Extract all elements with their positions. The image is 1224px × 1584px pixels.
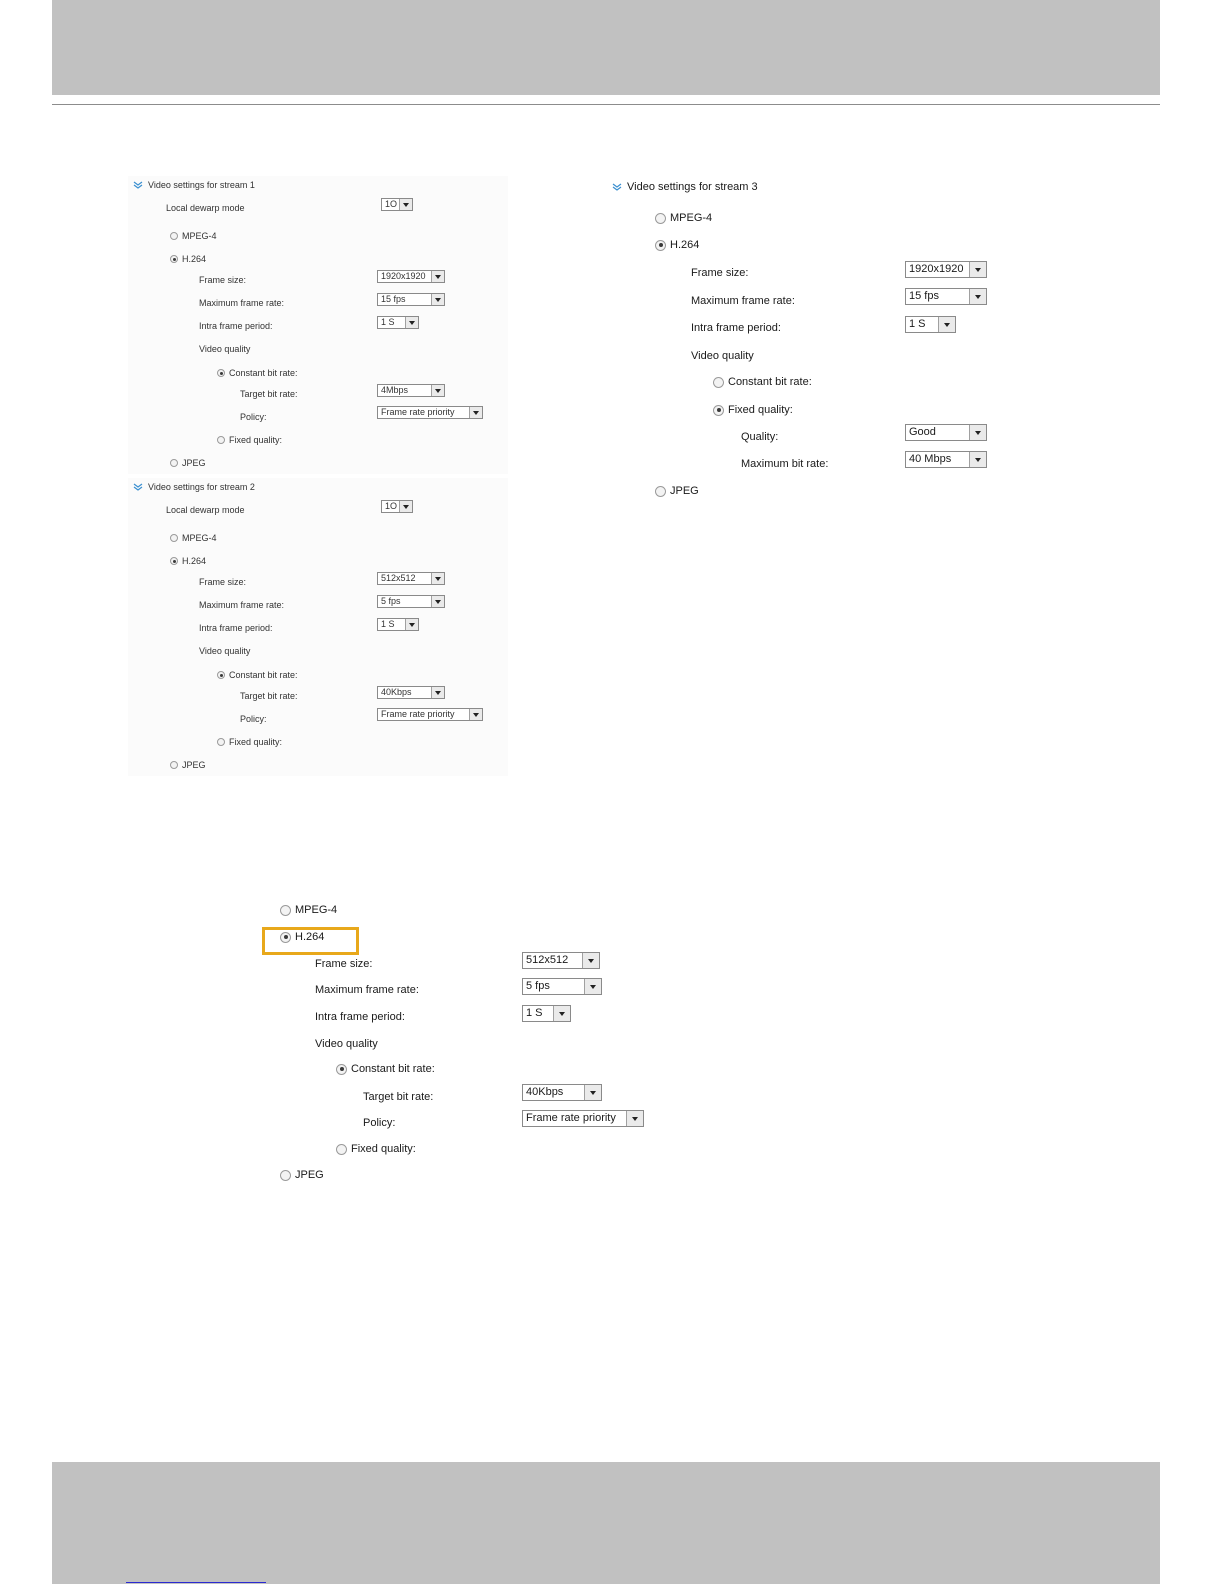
fixed-option[interactable] bbox=[336, 1143, 416, 1155]
frame-size-value: 1920x1920 bbox=[381, 271, 426, 281]
h264-label: H.264 bbox=[295, 931, 325, 944]
h264-option[interactable] bbox=[655, 239, 699, 251]
frame-size-select[interactable] bbox=[905, 261, 987, 278]
target-value: 40Kbps bbox=[381, 687, 412, 697]
target-select[interactable] bbox=[377, 384, 445, 397]
h264-option[interactable] bbox=[170, 253, 206, 264]
target-label: Target bit rate: bbox=[363, 1091, 434, 1103]
max-frame-rate-label: Maximum frame rate: bbox=[199, 298, 285, 308]
jpeg-radio[interactable] bbox=[170, 459, 178, 467]
max-frame-rate-select[interactable] bbox=[905, 288, 987, 305]
mpeg4-radio[interactable] bbox=[655, 213, 666, 224]
dropdown-arrow-icon bbox=[584, 1085, 601, 1100]
cbr-option[interactable] bbox=[336, 1063, 435, 1075]
stream3-header[interactable] bbox=[612, 181, 758, 193]
dropdown-arrow-icon bbox=[969, 289, 986, 304]
dropdown-arrow-icon bbox=[399, 199, 412, 210]
h264-radio[interactable] bbox=[655, 240, 666, 251]
h264-label: H.264 bbox=[182, 555, 207, 566]
mpeg4-option[interactable] bbox=[655, 212, 712, 224]
dropdown-arrow-icon bbox=[969, 452, 986, 467]
max-frame-rate-value: 15 fps bbox=[909, 290, 939, 302]
jpeg-label: JPEG bbox=[182, 457, 206, 468]
mpeg4-option[interactable] bbox=[170, 532, 217, 543]
mpeg4-radio[interactable] bbox=[170, 534, 178, 542]
chevron-down-icon bbox=[133, 483, 143, 491]
fixed-option[interactable] bbox=[713, 404, 793, 416]
frame-size-label: Frame size: bbox=[315, 958, 373, 970]
dewarp-select[interactable] bbox=[381, 500, 413, 513]
dewarp-label: Local dewarp mode bbox=[166, 505, 245, 515]
dropdown-arrow-icon bbox=[399, 501, 412, 512]
intra-label: Intra frame period: bbox=[315, 1011, 405, 1023]
max-frame-rate-value: 5 fps bbox=[381, 596, 401, 606]
footer-link-underline[interactable] bbox=[126, 1582, 266, 1583]
stream2-header-label: Video settings for stream 2 bbox=[148, 482, 255, 492]
header-band bbox=[52, 0, 1160, 95]
mpeg4-label: MPEG-4 bbox=[295, 904, 338, 917]
frame-size-value: 1920x1920 bbox=[909, 263, 964, 275]
policy-value: Frame rate priority bbox=[381, 407, 455, 417]
jpeg-radio[interactable] bbox=[655, 486, 666, 497]
stream1-header[interactable] bbox=[133, 180, 255, 190]
intra-label: Intra frame period: bbox=[691, 322, 781, 334]
mpeg4-radio[interactable] bbox=[170, 232, 178, 240]
h264-label: H.264 bbox=[182, 253, 207, 264]
fixed-label: Fixed quality: bbox=[229, 434, 283, 445]
dropdown-arrow-icon bbox=[431, 596, 444, 607]
h264-radio[interactable] bbox=[170, 557, 178, 565]
frame-size-label: Frame size: bbox=[691, 267, 749, 279]
policy-label: Policy: bbox=[240, 412, 267, 422]
stream3-header-label: Video settings for stream 3 bbox=[627, 181, 758, 193]
target-value: 4Mbps bbox=[381, 385, 409, 395]
cbr-option[interactable] bbox=[217, 367, 298, 378]
cbr-radio[interactable] bbox=[217, 369, 225, 377]
frame-size-select[interactable] bbox=[522, 952, 600, 969]
fixed-option[interactable] bbox=[217, 434, 282, 445]
dropdown-arrow-icon bbox=[938, 317, 955, 332]
mpeg4-option[interactable] bbox=[170, 230, 217, 241]
cbr-label: Constant bit rate: bbox=[229, 367, 298, 378]
cbr-radio[interactable] bbox=[217, 671, 225, 679]
stream3-panel bbox=[610, 178, 1010, 508]
video-quality-label: Video quality bbox=[199, 646, 251, 656]
frame-size-label: Frame size: bbox=[199, 577, 247, 587]
fixed-label: Fixed quality: bbox=[351, 1143, 416, 1156]
max-frame-rate-value: 5 fps bbox=[526, 980, 550, 992]
dropdown-arrow-icon bbox=[553, 1006, 570, 1021]
max-bit-rate-select[interactable] bbox=[905, 451, 987, 468]
chevron-down-icon bbox=[133, 181, 143, 189]
dropdown-arrow-icon bbox=[405, 619, 418, 630]
intra-value: 1 S bbox=[381, 619, 395, 629]
dropdown-arrow-icon bbox=[431, 385, 444, 396]
intra-select[interactable] bbox=[377, 316, 419, 329]
intra-value: 1 S bbox=[381, 317, 395, 327]
dropdown-arrow-icon bbox=[431, 294, 444, 305]
mpeg4-option[interactable] bbox=[280, 904, 337, 916]
fixed-option[interactable] bbox=[217, 736, 282, 747]
jpeg-label: JPEG bbox=[182, 759, 206, 770]
frame-size-label: Frame size: bbox=[199, 275, 247, 285]
header-rule bbox=[52, 104, 1160, 105]
policy-value: Frame rate priority bbox=[381, 709, 455, 719]
dewarp-value: 1O bbox=[385, 501, 398, 511]
policy-value: Frame rate priority bbox=[526, 1112, 616, 1124]
intra-select[interactable] bbox=[522, 1005, 571, 1022]
intra-select[interactable] bbox=[905, 316, 956, 333]
max-frame-rate-select[interactable] bbox=[377, 595, 445, 608]
jpeg-label: JPEG bbox=[670, 485, 699, 498]
dropdown-arrow-icon bbox=[431, 573, 444, 584]
video-quality-label: Video quality bbox=[691, 350, 754, 362]
intra-label: Intra frame period: bbox=[199, 321, 273, 331]
frame-size-select[interactable] bbox=[377, 270, 445, 283]
jpeg-option[interactable] bbox=[655, 485, 699, 497]
dropdown-arrow-icon bbox=[626, 1111, 643, 1126]
cbr-radio[interactable] bbox=[713, 377, 724, 388]
stream2-header[interactable] bbox=[133, 482, 255, 492]
fixed-radio[interactable] bbox=[713, 405, 724, 416]
dropdown-arrow-icon bbox=[469, 709, 482, 720]
max-frame-rate-label: Maximum frame rate: bbox=[691, 295, 795, 307]
jpeg-radio[interactable] bbox=[280, 1170, 291, 1181]
target-label: Target bit rate: bbox=[240, 389, 298, 399]
jpeg-option[interactable] bbox=[280, 1169, 324, 1181]
policy-select[interactable] bbox=[377, 406, 483, 419]
policy-label: Policy: bbox=[363, 1117, 396, 1129]
max-frame-rate-value: 15 fps bbox=[381, 294, 406, 304]
fixed-radio[interactable] bbox=[217, 436, 225, 444]
intra-label: Intra frame period: bbox=[199, 623, 273, 633]
stream1-panel bbox=[128, 176, 508, 474]
target-select[interactable] bbox=[522, 1084, 602, 1101]
dropdown-arrow-icon bbox=[431, 271, 444, 282]
mpeg4-label: MPEG-4 bbox=[182, 230, 217, 241]
policy-select[interactable] bbox=[522, 1110, 644, 1127]
max-frame-rate-select[interactable] bbox=[522, 978, 602, 995]
chevron-down-icon bbox=[612, 183, 622, 191]
max-bit-rate-label: Maximum bit rate: bbox=[741, 458, 829, 470]
stream2-panel bbox=[128, 478, 508, 776]
h264-option[interactable] bbox=[170, 555, 206, 566]
dropdown-arrow-icon bbox=[431, 687, 444, 698]
dewarp-label: Local dewarp mode bbox=[166, 203, 245, 213]
fixed-label: Fixed quality: bbox=[728, 404, 793, 417]
intra-value: 1 S bbox=[909, 318, 926, 330]
max-frame-rate-select[interactable] bbox=[377, 293, 445, 306]
mpeg4-label: MPEG-4 bbox=[670, 212, 713, 225]
dropdown-arrow-icon bbox=[969, 262, 986, 277]
h264-highlight-box bbox=[262, 927, 359, 955]
intra-value: 1 S bbox=[526, 1007, 543, 1019]
jpeg-label: JPEG bbox=[295, 1169, 324, 1182]
cbr-label: Constant bit rate: bbox=[728, 376, 812, 389]
max-bit-rate-value: 40 Mbps bbox=[909, 453, 952, 465]
frame-size-value: 512x512 bbox=[526, 954, 569, 966]
dewarp-value: 1O bbox=[385, 199, 398, 209]
cbr-option[interactable] bbox=[713, 376, 812, 388]
intra-select[interactable] bbox=[377, 618, 419, 631]
jpeg-radio[interactable] bbox=[170, 761, 178, 769]
dropdown-arrow-icon bbox=[969, 425, 986, 440]
frame-size-select[interactable] bbox=[377, 572, 445, 585]
dropdown-arrow-icon bbox=[584, 979, 601, 994]
cbr-label: Constant bit rate: bbox=[351, 1063, 435, 1076]
fixed-radio[interactable] bbox=[336, 1144, 347, 1155]
mpeg4-radio[interactable] bbox=[280, 905, 291, 916]
target-select[interactable] bbox=[377, 686, 445, 699]
dropdown-arrow-icon bbox=[405, 317, 418, 328]
cbr-option[interactable] bbox=[217, 669, 298, 680]
max-frame-rate-label: Maximum frame rate: bbox=[315, 984, 419, 996]
footer-band bbox=[52, 1462, 1160, 1584]
h264-label: H.264 bbox=[670, 239, 700, 252]
stream1-header-label: Video settings for stream 1 bbox=[148, 180, 255, 190]
jpeg-option[interactable] bbox=[170, 457, 206, 468]
policy-label: Policy: bbox=[240, 714, 267, 724]
jpeg-option[interactable] bbox=[170, 759, 206, 770]
target-label: Target bit rate: bbox=[240, 691, 298, 701]
target-value: 40Kbps bbox=[526, 1086, 564, 1098]
quality-label: Quality: bbox=[741, 431, 779, 443]
video-quality-label: Video quality bbox=[199, 344, 251, 354]
dewarp-select[interactable] bbox=[381, 198, 413, 211]
mpeg4-label: MPEG-4 bbox=[182, 532, 217, 543]
quality-select[interactable] bbox=[905, 424, 987, 441]
dropdown-arrow-icon bbox=[469, 407, 482, 418]
cbr-label: Constant bit rate: bbox=[229, 669, 298, 680]
video-quality-label: Video quality bbox=[315, 1038, 378, 1050]
frame-size-value: 512x512 bbox=[381, 573, 416, 583]
h264-radio[interactable] bbox=[170, 255, 178, 263]
policy-select[interactable] bbox=[377, 708, 483, 721]
cbr-radio[interactable] bbox=[336, 1064, 347, 1075]
quality-value: Good bbox=[909, 426, 936, 438]
fixed-radio[interactable] bbox=[217, 738, 225, 746]
fixed-label: Fixed quality: bbox=[229, 736, 283, 747]
dropdown-arrow-icon bbox=[582, 953, 599, 968]
max-frame-rate-label: Maximum frame rate: bbox=[199, 600, 285, 610]
